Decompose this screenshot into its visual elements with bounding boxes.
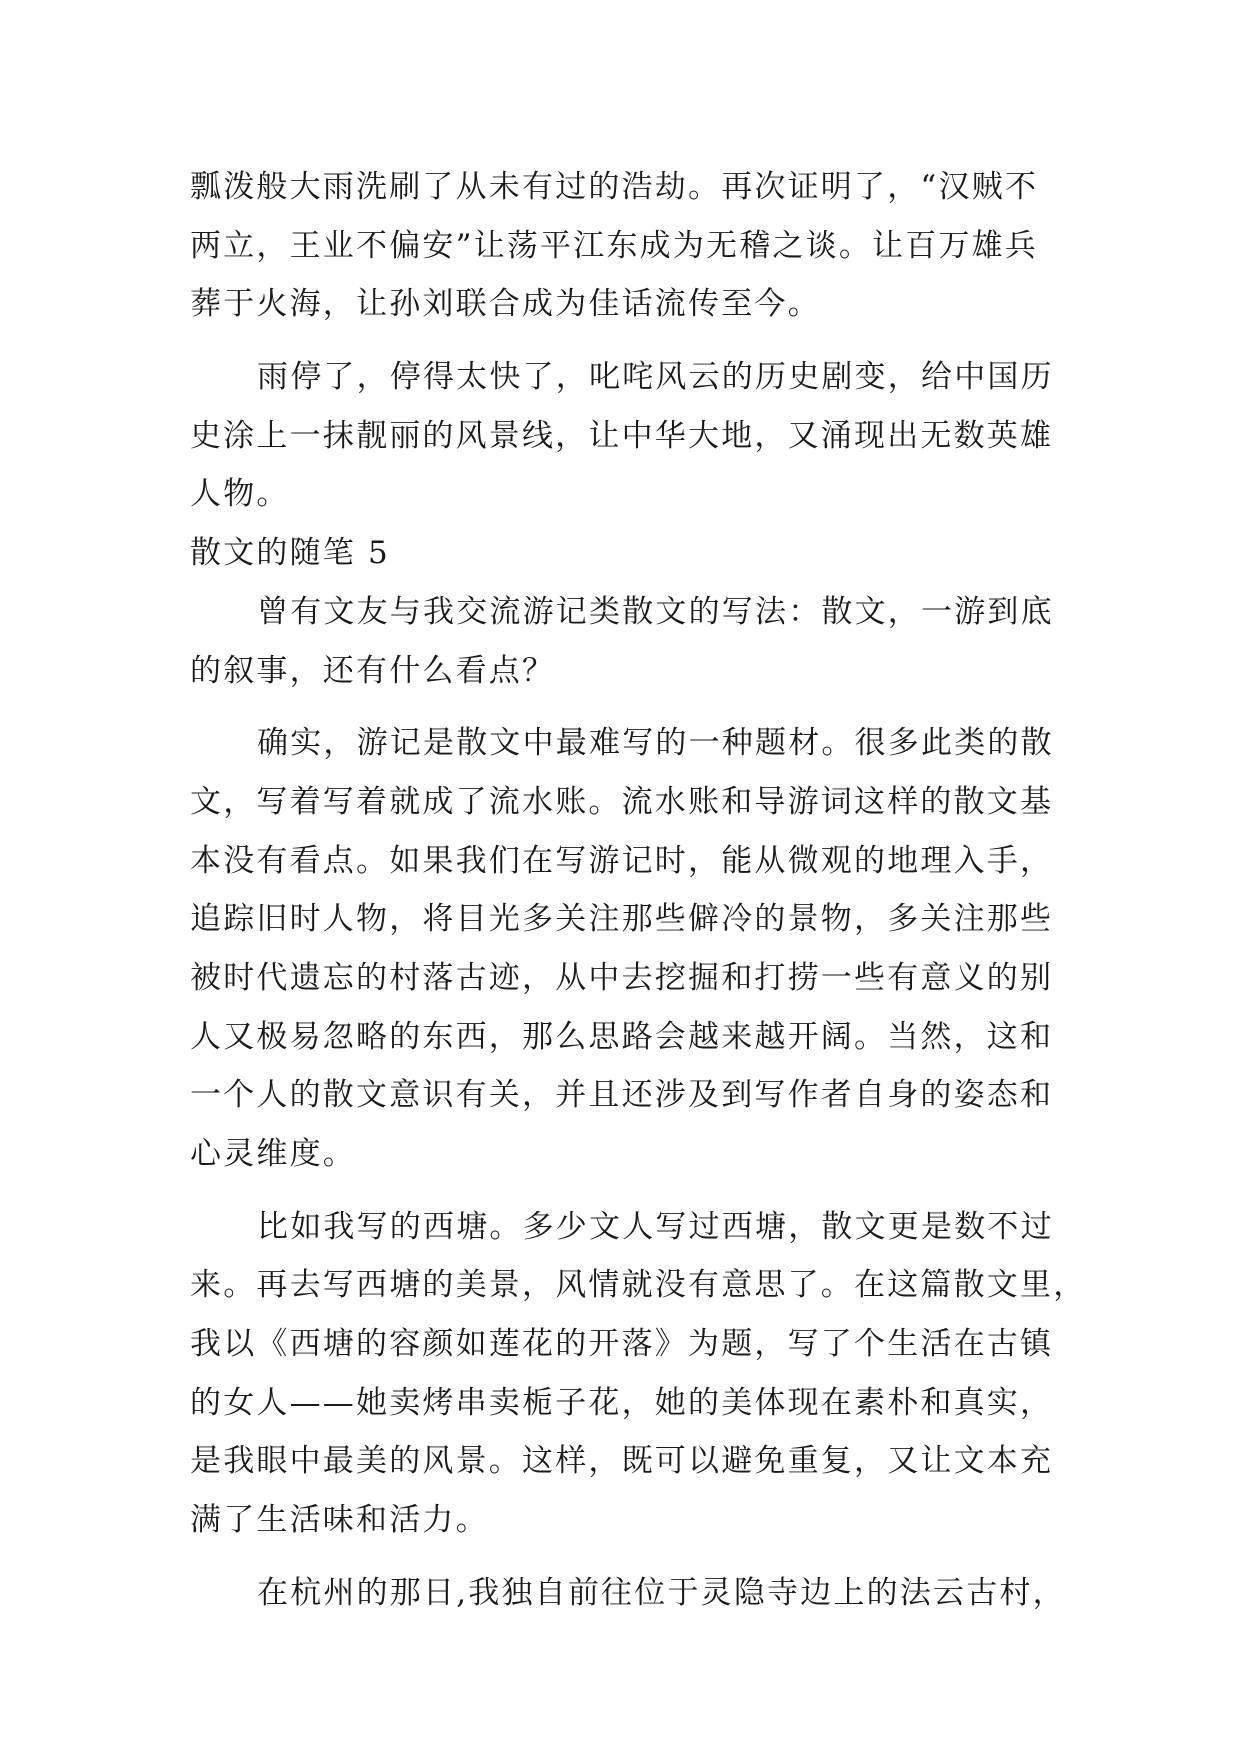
- text-line: 瓢泼般大雨洗刷了从未有过的浩劫。再次证明了，“汉贼不: [190, 169, 1039, 205]
- document-body: [190, 158, 1087, 1623]
- text-line: 史涂上一抹靓丽的风景线，让中华大地，又涌现出无数英雄: [190, 417, 1054, 454]
- text-line: 曾有文友与我交流游记类散文的写法：散文，一游到底: [257, 593, 1054, 630]
- text-line: 人物。: [190, 476, 290, 513]
- paragraph-2: [190, 348, 1070, 524]
- text-line: 满了生活味和活力。: [190, 1502, 489, 1539]
- text-line: 雨停了，停得太快了，叱咤风云的历史剧变，给中国历: [257, 359, 1054, 396]
- text-line: 比如我写的西塘。多少文人写过西塘，散文更是数不过: [257, 1208, 1054, 1245]
- paragraph-1: [190, 158, 1070, 334]
- text-line: 人又极易忽略的东西，那么思路会越来越开阔。当然，这和: [190, 1018, 1054, 1055]
- text-line: 追踪旧时人物，将目光多关注那些僻冷的景物，多关注那些: [190, 901, 1054, 938]
- paragraph-5: [190, 1198, 1087, 1550]
- text-line: 心灵维度。: [190, 1136, 356, 1172]
- text-line: 本没有看点。如果我们在写游记时，能从微观的地理入手，: [190, 842, 1054, 879]
- section-heading: 散文的随笔 5: [190, 535, 390, 572]
- text-line: 被时代遗忘的村落古迹，从中去挖掘和打捞一些有意义的别: [190, 959, 1054, 996]
- text-line: 的女人——她卖烤串卖栀子花，她的美体现在素朴和真实，: [190, 1384, 1054, 1421]
- text-line: 两立，王业不偏安”让荡平江东成为无稽之谈。让百万雄兵: [190, 227, 1039, 264]
- paragraph-6: [190, 1564, 1070, 1623]
- text-line: 确实，游记是散文中最难写的一种题材。很多此类的散: [257, 725, 1054, 762]
- text-line: 我以《西塘的容颜如莲花的开落》为题，写了个生活在古镇: [190, 1326, 1054, 1363]
- paragraph-3: [190, 583, 1070, 700]
- text-line: 来。再去写西塘的美景，风情就没有意思了。在这篇散文里，: [190, 1267, 1087, 1304]
- paragraph-4: [190, 714, 1070, 1184]
- text-line: 葬于火海，让孙刘联合成为佳话流传至今。: [190, 286, 821, 323]
- text-line: 一个人的散文意识有关，并且还涉及到写作者自身的姿态和: [190, 1077, 1054, 1114]
- text-line: 在杭州的那日,我独自前往位于灵隐寺边上的法云古村，: [257, 1574, 1066, 1611]
- text-line: 是我眼中最美的风景。这样，既可以避免重复，又让文本充: [190, 1443, 1054, 1480]
- text-line: 文，写着写着就成了流水账。流水账和导游词这样的散文基: [190, 783, 1054, 820]
- text-line: 的叙事，还有什么看点？: [190, 652, 556, 689]
